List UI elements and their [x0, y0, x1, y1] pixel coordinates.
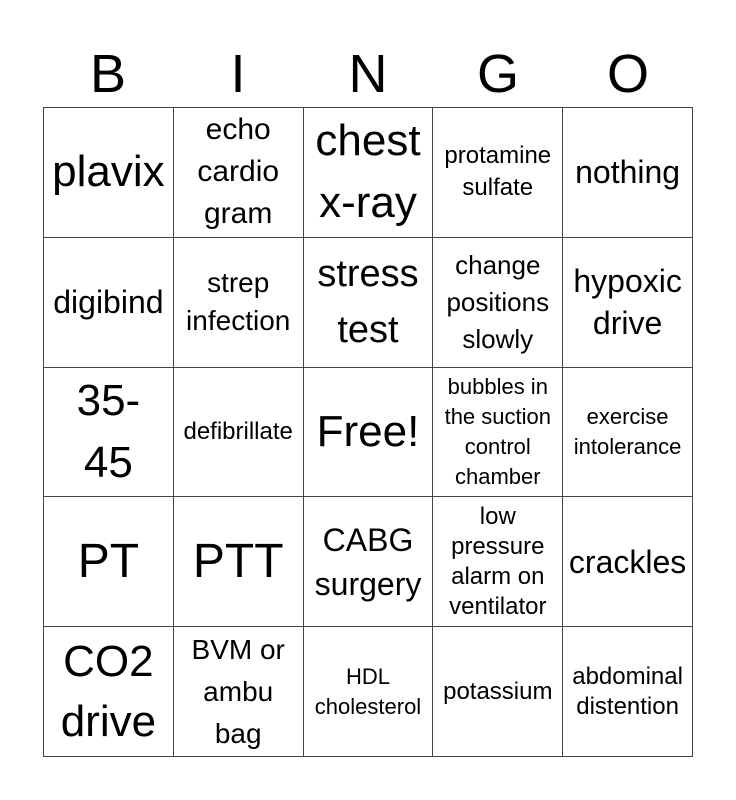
cell-text: plavix	[52, 147, 165, 197]
bingo-cell[interactable]	[433, 497, 563, 627]
bingo-cell[interactable]	[44, 238, 174, 368]
cell-text: PTT	[192, 534, 284, 588]
bingo-cell[interactable]	[304, 627, 434, 757]
bingo-cell[interactable]	[44, 108, 174, 238]
bingo-cell[interactable]	[563, 497, 693, 627]
cell-text: Free!	[316, 406, 420, 456]
cell-text: bubbles in the suction control chamber	[444, 373, 551, 489]
bingo-header	[43, 42, 693, 106]
bingo-cell[interactable]	[304, 368, 434, 498]
bingo-cell[interactable]	[174, 368, 304, 498]
bingo-cell[interactable]	[44, 368, 174, 498]
bingo-cell[interactable]	[563, 368, 693, 498]
header-letter-o: O	[606, 44, 649, 104]
cell-text: potassium	[443, 677, 553, 705]
cell-text: protamine sulfate	[444, 142, 552, 202]
cell-text: nothing	[575, 154, 681, 191]
bingo-cell[interactable]	[174, 238, 304, 368]
bingo-cell[interactable]	[44, 497, 174, 627]
header-letter-i: I	[230, 44, 246, 104]
cell-text: BVM or ambu bag	[191, 633, 285, 749]
cell-text: low pressure alarm on ventilator	[449, 502, 547, 620]
bingo-cell[interactable]	[433, 627, 563, 757]
cell-text: change positions slowly	[446, 249, 550, 354]
cell-text: PT	[77, 534, 140, 588]
cell-text: abdominal distention	[572, 662, 683, 720]
bingo-cell[interactable]	[304, 497, 434, 627]
cell-text: exercise intolerance	[573, 403, 682, 459]
bingo-cell[interactable]	[433, 238, 563, 368]
cell-text: HDL cholesterol	[314, 663, 422, 719]
bingo-cell[interactable]	[433, 368, 563, 498]
cell-text: digibind	[53, 284, 164, 321]
cell-text: CO2 drive	[60, 636, 157, 746]
cell-text: hypoxic drive	[573, 263, 682, 342]
header-letter-g: G	[476, 44, 519, 104]
cell-text: stress test	[317, 253, 419, 352]
bingo-cell[interactable]	[174, 627, 304, 757]
header-letter-b: B	[89, 44, 127, 104]
cell-text: chest x-ray	[315, 116, 421, 228]
bingo-cell[interactable]	[563, 238, 693, 368]
header-letter-n: N	[348, 44, 388, 104]
cell-text: CABG surgery	[314, 521, 422, 602]
bingo-cell[interactable]	[304, 238, 434, 368]
bingo-cell[interactable]	[174, 497, 304, 627]
bingo-cell[interactable]	[44, 627, 174, 757]
bingo-cell[interactable]	[304, 108, 434, 238]
bingo-cell[interactable]	[563, 627, 693, 757]
cell-text: defibrillate	[183, 417, 293, 445]
bingo-card	[43, 107, 693, 757]
bingo-cell[interactable]	[433, 108, 563, 238]
bingo-cell[interactable]	[174, 108, 304, 238]
cell-text: 35- 45	[76, 375, 141, 487]
cell-text: crackles	[568, 543, 687, 580]
bingo-cell[interactable]	[563, 108, 693, 238]
cell-text: echo cardio gram	[197, 113, 280, 231]
cell-text: strep infection	[186, 267, 291, 337]
